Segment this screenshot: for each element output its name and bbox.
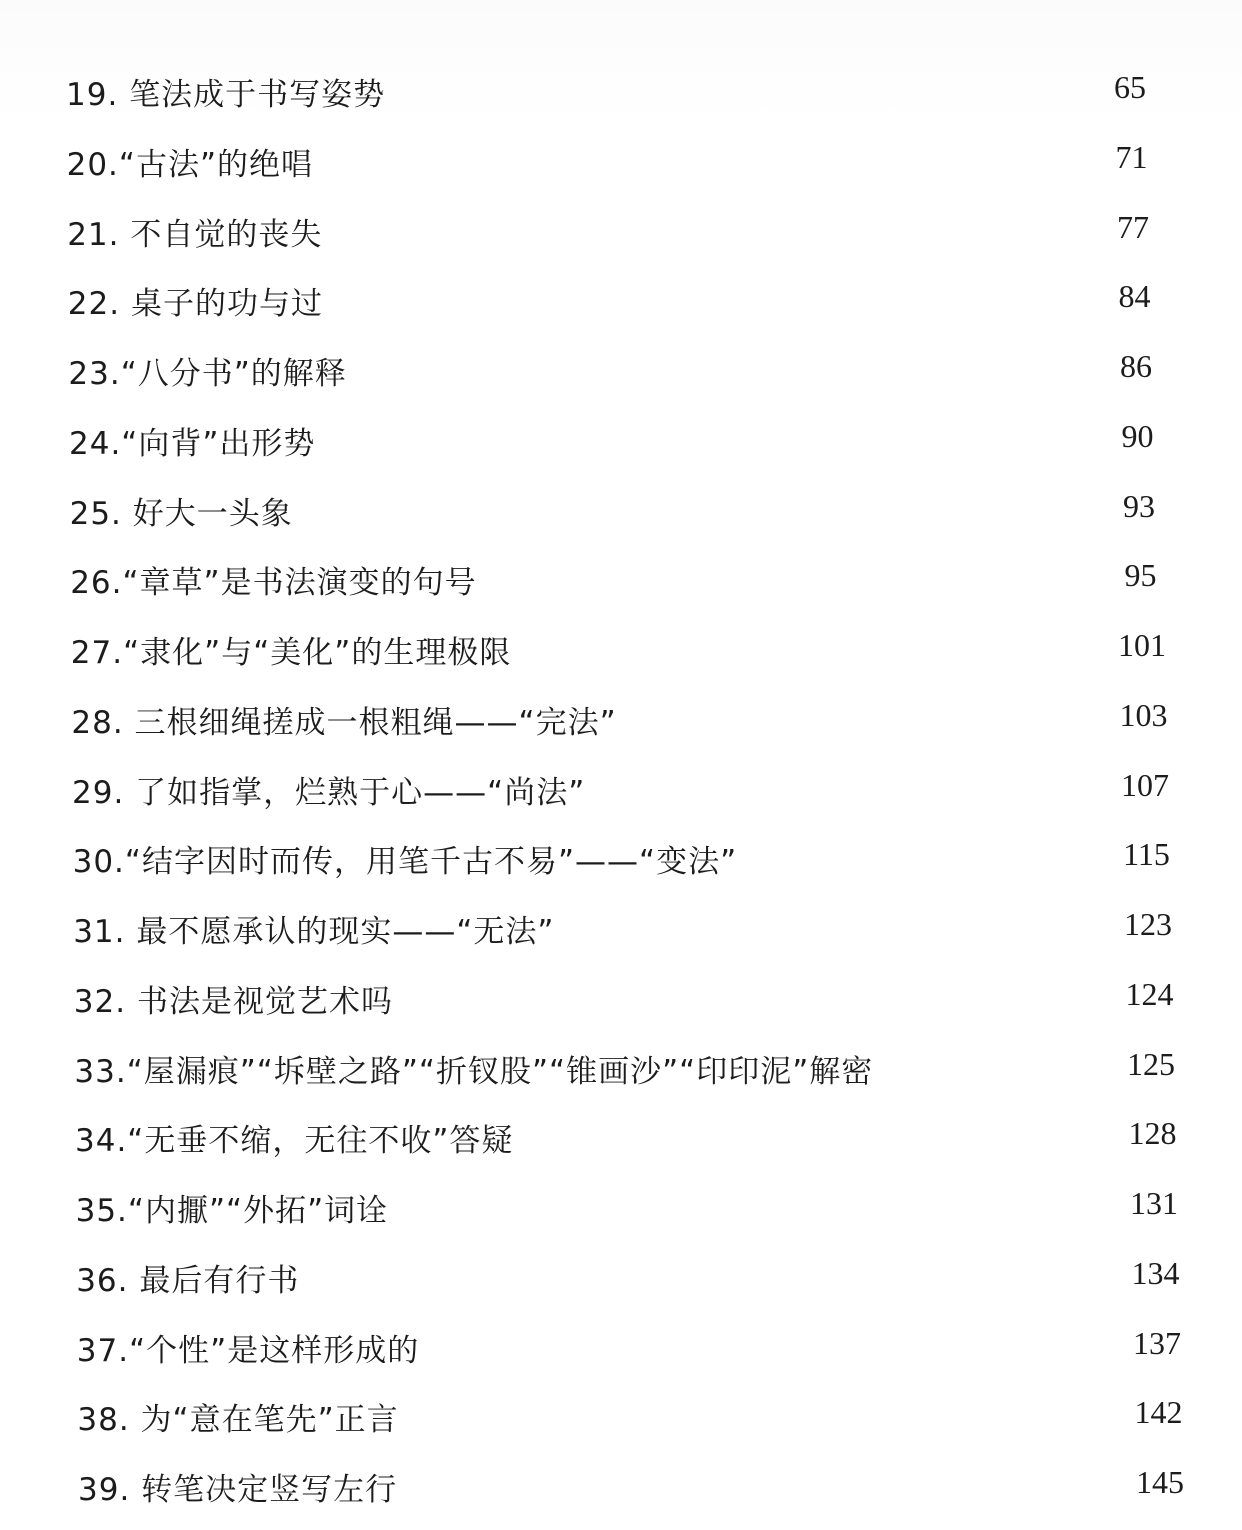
toc-entry-page-number: 115 <box>1123 836 1170 873</box>
toc-entry-title: 25. 好大一头象 <box>69 495 293 532</box>
toc-entry-title: 35.“内擫”“外拓”词诠 <box>75 1193 389 1229</box>
toc-entry-page-number: 84 <box>1118 278 1151 315</box>
toc-entry <box>0 1180 1242 1250</box>
toc-entry <box>0 273 1242 343</box>
toc-entry <box>0 1389 1242 1459</box>
toc-entry <box>0 552 1242 622</box>
toc-entry-page-number: 107 <box>1121 766 1169 803</box>
toc-entry-title: 36. 最后有行书 <box>76 1262 300 1299</box>
toc-entry-title: 29. 了如指掌，烂熟于心——“尚法” <box>72 774 586 811</box>
toc-entry-title: 39. 转笔决定竖写左行 <box>78 1472 398 1508</box>
toc-entry-title: 21. 不自觉的丧失 <box>67 216 323 253</box>
toc-entry-title: 27.“隶化”与“美化”的生理极限 <box>70 635 512 671</box>
toc-entry-page-number: 134 <box>1131 1254 1180 1291</box>
toc-entry-title: 38. 为“意在笔先”正言 <box>77 1402 399 1439</box>
toc-entry-page-number: 95 <box>1124 557 1157 594</box>
toc-entry <box>0 971 1242 1041</box>
toc-entry <box>0 622 1242 692</box>
toc-entry <box>0 1041 1242 1111</box>
toc-entry <box>0 1320 1242 1390</box>
toc-entry-title: 22. 桌子的功与过 <box>67 286 323 323</box>
toc-entry-title: 33.“屋漏痕”“坼壁之路”“折钗股”“锥画沙”“印印泥”解密 <box>74 1053 874 1090</box>
toc-entry <box>0 64 1242 134</box>
toc-entry <box>0 901 1242 971</box>
toc-entry-page-number: 142 <box>1134 1394 1183 1431</box>
toc-entry <box>0 692 1242 762</box>
toc-entry-page-number: 71 <box>1115 138 1148 175</box>
toc-entry <box>0 134 1242 204</box>
toc-entry-page-number: 93 <box>1123 487 1155 524</box>
toc-entry-title: 34.“无垂不缩，无往不收”答疑 <box>75 1123 514 1160</box>
toc-entry-page-number: 131 <box>1130 1185 1178 1221</box>
toc-entry-page-number: 123 <box>1124 906 1172 942</box>
toc-entry-title: 20.“古法”的绝唱 <box>66 146 314 183</box>
toc-entry-page-number: 124 <box>1125 975 1174 1012</box>
toc-entry-page-number: 65 <box>1114 69 1146 105</box>
toc-entry-page-number: 137 <box>1133 1324 1181 1361</box>
toc-entry <box>0 204 1242 274</box>
toc-entry <box>0 413 1242 483</box>
toc-entry <box>0 343 1242 413</box>
toc-entry-title: 37.“个性”是这样形成的 <box>76 1332 420 1369</box>
toc-entry <box>0 483 1242 553</box>
toc-entry-page-number: 103 <box>1119 696 1168 733</box>
toc-entry-page-number: 125 <box>1127 1045 1175 1082</box>
toc-entry <box>0 831 1242 901</box>
toc-entry <box>0 1250 1242 1320</box>
toc-entry-page-number: 77 <box>1117 208 1149 245</box>
toc-entry-title: 26.“章草”是书法演变的句号 <box>70 565 477 602</box>
toc-entry <box>0 762 1242 832</box>
toc-entry <box>0 1459 1242 1529</box>
toc-entry-title: 24.“向背”出形势 <box>69 425 316 462</box>
toc-entry-page-number: 101 <box>1118 627 1166 663</box>
toc-entry-page-number: 86 <box>1120 348 1152 384</box>
toc-entry-page-number: 145 <box>1136 1464 1184 1500</box>
toc-entry-title: 32. 书法是视觉艺术吗 <box>73 983 393 1020</box>
toc-entry-page-number: 90 <box>1121 417 1154 454</box>
toc-entry-title: 30.“结字因时而传，用笔千古不易”——“变法” <box>72 844 738 881</box>
toc-entry-title: 19. 笔法成于书写姿势 <box>66 77 386 113</box>
toc-entry-title: 28. 三根细绳搓成一根粗绳——“完法” <box>71 704 617 741</box>
toc-entry-title: 23.“八分书”的解释 <box>68 356 347 392</box>
toc-entry-title: 31. 最不愿承认的现实——“无法” <box>73 914 555 950</box>
toc-entry-page-number: 128 <box>1128 1115 1177 1152</box>
toc-entry <box>0 1110 1242 1180</box>
